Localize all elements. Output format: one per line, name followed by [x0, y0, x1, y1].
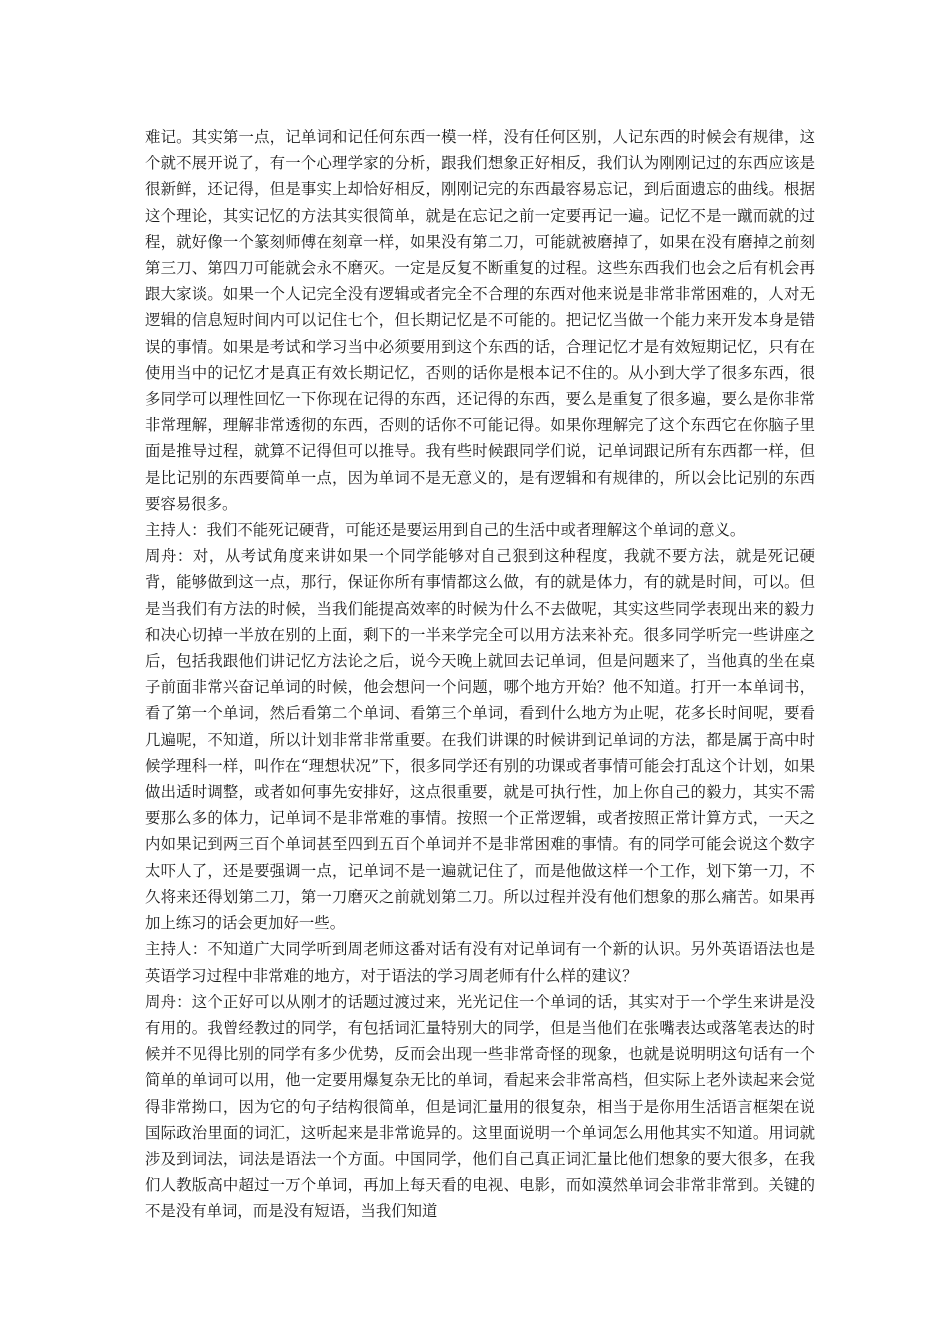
paragraph-host-remark-1: 主持人：我们不能死记硬背，可能还是要运用到自己的生活中或者理解这个单词的意义。 — [145, 521, 746, 540]
document-body — [145, 124, 815, 1225]
paragraph-memory-method: 难记。其实第一点，记单词和记任何东西一模一样，没有任何区别，人记东西的时候会有规律，这个就不展开说了，有一个心理学家的分析，跟我们想象正好相反，我们认为刚刚记过的东西应该是很新鲜，还记得，但是事实上却恰好相反，刚刚记完的东西最容易忘记，到后面遗忘的曲线。根据这个理论，其实记忆的方法其实很简单，就是在忘记之前一定要再记一遍。记忆不是一蹴而就的过程，就好像一个篆刻师傅在刻章一样，如果没有第二刀，可能就被磨掉了，如果在没有磨掉之前刻第三刀、第四刀可能就会永不磨灭。一定是反复不断重复的过程。这些东西我们也会之后有机会再跟大家谈。如果一个人记完全没有逻辑或者完全不合理的东西对他来说是非常非常困难的，人对无逻辑的信息短时间内可以记住七个，但长期记忆是不可能的。把记忆当做一个能力来开发本身是错误的事情。如果是考试和学习当中必须要用到这个东西的话，合理记忆才是有效短期记忆，只有在使用当中的记忆才是真正有效长期记忆，否则的话你是根本记不住的。从小到大学了很多东西，很多同学可以理性回忆一下你现在记得的东西，还记得的东西，要么是重复了很多遍，要么是你非常非常理解，理解非常透彻的东西，否则的话你不可能记得。如果你理解完了这个东西它在你脑子里面是推导过程，就算不记得但可以推导。我有些时候跟同学们说，记单词跟记所有东西都一样，但是比记别的东西要简单一点，因为单词不是无意义的，是有逻辑和有规律的，所以会比记别的东西要容易很多。 — [145, 128, 815, 513]
paragraph-zhouzhou-answer-2: 周舟：这个正好可以从刚才的话题过渡过来，光光记住一个单词的话，其实对于一个学生来讲是没有用的。我曾经教过的同学，有包括词汇量特别大的同学，但是当他们在张嘴表达或落笔表达的时候并不见得比别的同学有多少优势，反而会出现一些非常奇怪的现象，也就是说明明这句话有一个简单的单词可以用，他一定要用爆复杂无比的单词，看起来会非常高档，但实际上老外读起来会觉得非常拗口，因为它的句子结构很简单，但是词汇量用的很复杂，相当于是你用生活语言框架在说国际政治里面的词汇，这听起来是非常诡异的。这里面说明一个单词怎么用他其实不知道。用词就涉及到词法，词法是语法一个方面。中国同学，他们自己真正词汇量比他们想象的要大很多，在我们人教版高中超过一万个单词，再加上每天看的电视、电影，而如漠然单词会非常非常到。关键的不是没有单词，而是没有短语，当我们知道 — [145, 992, 815, 1221]
paragraph-host-question-grammar: 主持人：不知道广大同学听到周老师这番对话有没有对记单词有一个新的认识。另外英语语法也是英语学习过程中非常难的地方，对于语法的学习周老师有什么样的建议？ — [145, 940, 815, 985]
paragraph-zhouzhou-answer-1: 周舟：对，从考试角度来讲如果一个同学能够对自己狠到这种程度，我就不要方法，就是死记硬背，能够做到这一点，那行，保证你所有事情都这么做，有的就是体力，有的就是时间，可以。但是当我们有方法的时候，当我们能提高效率的时候为什么不去做呢，其实这些同学表现出来的毅力和决心切掉一半放在别的上面，剩下的一半来学完全可以用方法来补充。很多同学听完一些讲座之后，包括我跟他们讲记忆方法论之后，说今天晚上就回去记单词，但是问题来了，当他真的坐在桌子前面非常兴奋记单词的时候，他会想问一个问题，哪个地方开始？他不知道。打开一本单词书，看了第一个单词，然后看第二个单词、看第三个单词，看到什么地方为止呢，花多长时间呢，要看几遍呢，不知道，所以计划非常非常重要。在我们讲课的时候讲到记单词的方法，都是属于高中时候学理科一样，叫作在“理想状况”下，很多同学还有别的功课或者事情可能会打乱这个计划，如果做出适时调整，或者如何事先安排好，这点很重要，就是可执行性，加上你自己的毅力，其实不需要那么多的体力，记单词不是非常难的事情。按照一个正常逻辑，或者按照正常计算方式，一天之内如果记到两三百个单词甚至四到五百个单词并不是非常困难的事情。有的同学可能会说这个数字太吓人了，还是要强调一点，记单词不是一遍就记住了，而是他做这样一个工作，划下第一刀，不久将来还得划第二刀，第一刀磨灭之前就划第二刀。所以过程并没有他们想象的那么痛苦。如果再加上练习的话会更加好一些。 — [145, 547, 815, 933]
